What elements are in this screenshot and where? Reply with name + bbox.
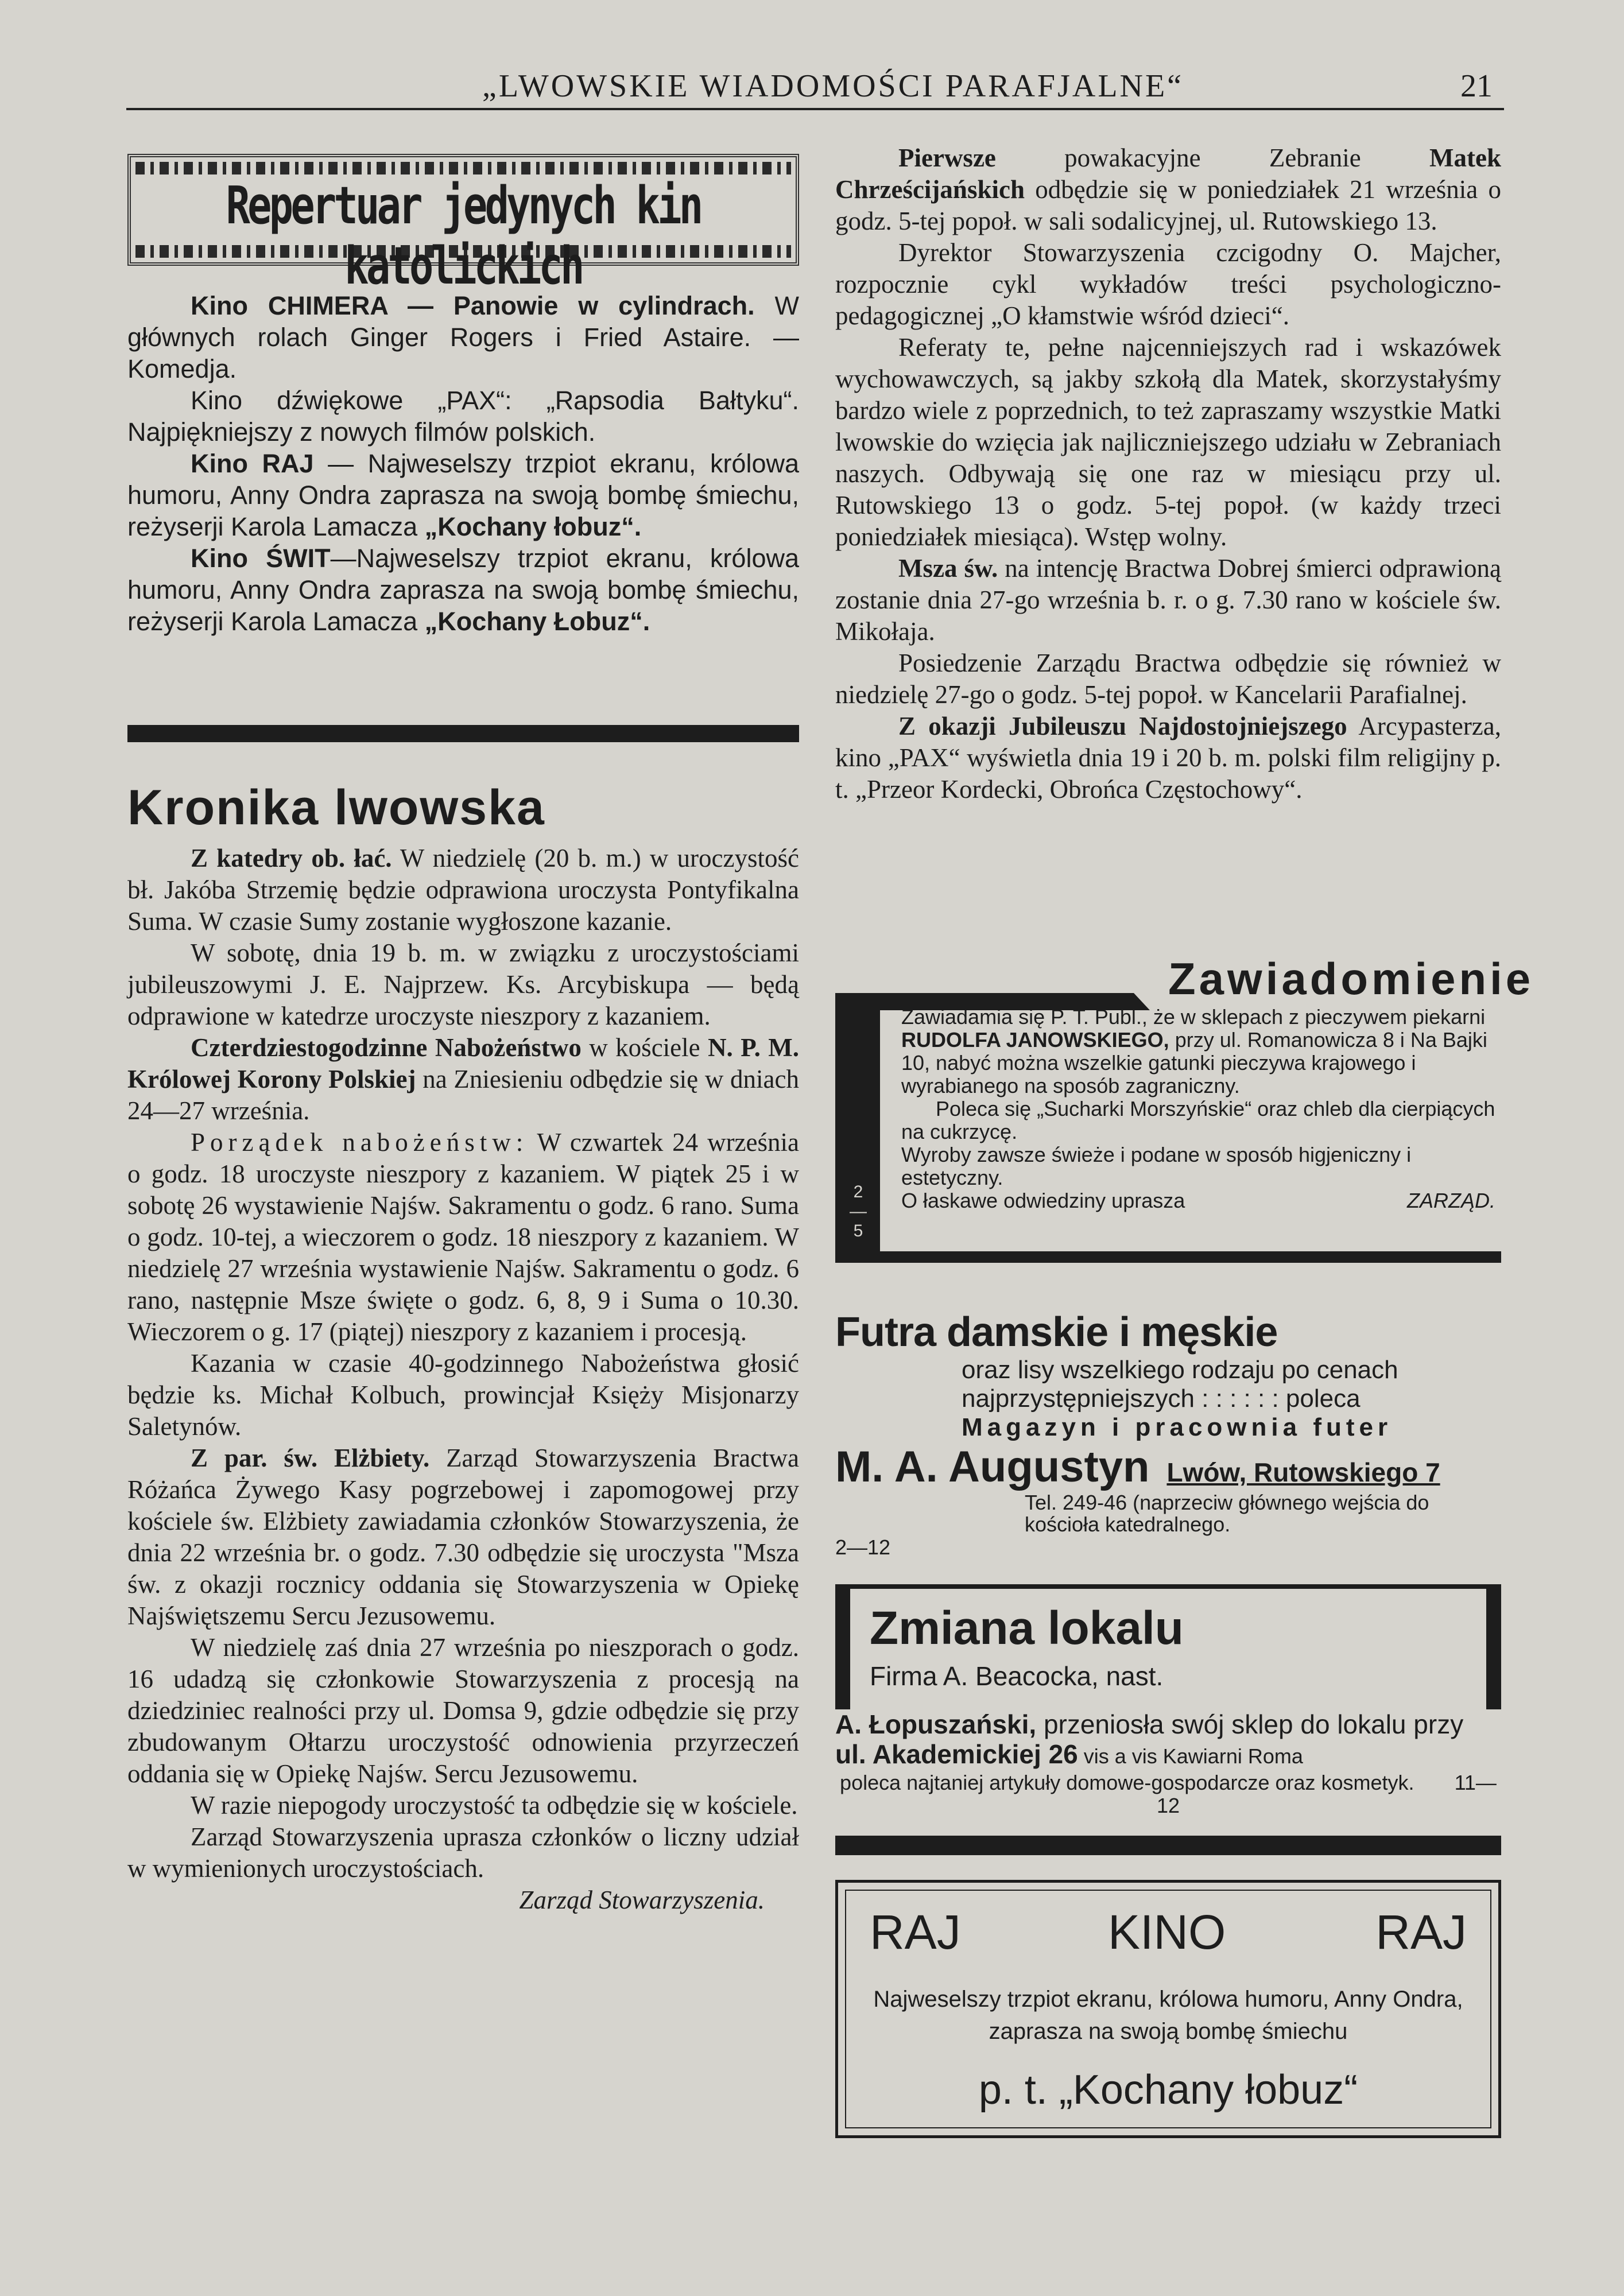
ad-divider xyxy=(835,1836,1501,1855)
article-cathedral xyxy=(127,843,799,937)
notice-text: powakacyjne Zebranie xyxy=(995,144,1430,172)
ad-code: 11—12 xyxy=(1156,1771,1497,1817)
notice-lead: Z okazji Jubileuszu Najdostojniejszego xyxy=(898,712,1347,740)
notice-lead: Matek Chrześcijańskich xyxy=(835,144,1501,204)
ad-signature: ZARZĄD. xyxy=(1406,1189,1495,1212)
article-lead: Czterdziestogodzinne Nabożeństwo xyxy=(191,1033,582,1062)
article-text: W niedzielę (20 b. m.) w uroczystość bł. Jakóba Strzemię będzie odprawiona uroczysta Pontyfikalna Suma. W czasie Sumy zostanie wygłoszone kazanie. xyxy=(127,844,799,936)
ad-line: Wyroby zawsze świeże i podane w sposób higjeniczny i estetyczny. xyxy=(901,1143,1412,1189)
cinema-name: Kino ŚWIT xyxy=(191,544,331,573)
notice-text: na intencję Bractwa Dobrej śmierci odprawioną zostanie dnia 27-go września b. r. o g. 7.30 rano w kościele św. Mikołaja. xyxy=(835,554,1501,646)
merchant-phone: Tel. 249-46 (naprzeciw głównego wejścia do kościoła katedralnego. xyxy=(1025,1491,1429,1536)
publication-title: „LWOWSKIE WIADOMOŚCI PARAFJALNE“ xyxy=(482,68,1184,104)
ad-line xyxy=(901,1006,1495,1097)
article-sermons: Kazania w czasie 40-godzinnego Nabożeństwa głosić będzie ks. Michał Kolbuch, prowincjał Księży Misjonarzy Saletynów. xyxy=(127,1349,799,1441)
ad-text: Zawiadamia się P. T. Publ., że w sklepach z pieczywem piekarni xyxy=(901,1005,1486,1029)
notice-lectures-detail: Referaty te, pełne najcenniejszych rad i wskazówek wychowawczych, są jakby szkołą dla Matek, skorzystałyśmy bardzo wiele z poprzednich, to też zapraszamy wszystkie Matki lwowskie do wzięcia jak najliczniejszego udziału w Zebraniach naszych. Odbywają się one raz w miesiącu przy ul. Rutowskiego 13 o godz. 5-tej popoł. (w każdy trzeci poniedziałek miesiąca). Wstęp wolny. xyxy=(835,333,1501,551)
bakery-name: RUDOLFA JANOWSKIEGO, xyxy=(901,1028,1169,1052)
chronicle-heading: Kronika lwowska xyxy=(127,780,545,835)
ad-raj-right: RAJ xyxy=(1375,1905,1467,1959)
ad-kino: KINO xyxy=(1108,1905,1226,1959)
article-text: W czwartek 24 września o godz. 18 uroczyste nieszpory z kazaniem. W piątek 25 i w sobotę 26 wystawienie Najśw. Sakramentu o godz. 6 rano. Suma o godz. 10-tej, a wieczorem o godz. 18 nieszpory z kazaniem. W niedzielę 27 września wystawienie Najśw. Sakramentu o godz. 6 rano, następnie Msze święte o godz. 6, 8, 9 i Suma o 10.30. Wieczorem o g. 17 (piątej) nieszpory z kazaniem i procesją. xyxy=(127,1128,799,1346)
article-lead: Z katedry ob. łać. xyxy=(191,844,392,872)
ad-text: przy ul. Romanowicza 8 i Na Bajki 10, nabyć można wszelkie gatunki pieczywa krajowego i wyrabianego na sposób zagraniczny. xyxy=(901,1028,1487,1097)
merchant-name: M. A. Augustyn xyxy=(835,1442,1150,1491)
cinema-pax: Kino dźwiękowe „PAX“: „Rapsodia Bałtyku“. Najpiękniejszy z nowych filmów polskich. xyxy=(127,386,799,447)
ad-subtitle: Magazyn i pracownia futer xyxy=(962,1413,1393,1441)
repertoire-title: Repertuar jedynych kin katolickich xyxy=(226,176,701,296)
cinema-desc: —Najweselszy trzpiot ekranu, królowa humoru, Anny Ondra zaprasza na swoją bombę śmiechu, reżyserji Karola Lamacza xyxy=(127,544,799,636)
ad-code: 2—5 xyxy=(850,1182,867,1240)
page-number: 21 xyxy=(1460,68,1493,104)
article-lead: Porządek nabożeństw: xyxy=(191,1128,529,1157)
church-name: N. P. M. Królowej Korony Polskiej xyxy=(127,1033,799,1093)
ad-body xyxy=(901,1006,1495,1212)
notice-text: Arcypasterza, kino „PAX“ wyświetla dnia 19 i 20 b. m. polski film religijny p. t. „Przeor Kordecki, Obrońca Częstochowy“. xyxy=(835,712,1502,804)
repertoire-banner xyxy=(127,154,799,296)
notice-lectures: Dyrektor Stowarzyszenia czcigodny O. Majcher, rozpocznie cykl wykładów treści psychologiczno-pedagogicznej „O kłamstwie wśród dzieci“. xyxy=(835,238,1501,330)
ad-frame-bottom xyxy=(835,1251,1501,1263)
article-vespers: W sobotę, dnia 19 b. m. w związku z uroczystościami jubileuszowymi J. E. Najprzew. Ks. Arcybiskupa — będą odprawione w katedrze uroczyste nieszpory z kazaniem. xyxy=(127,938,799,1030)
notice-mass xyxy=(835,553,1501,647)
ad-raj-left: RAJ xyxy=(870,1905,961,1959)
article-text: Zarząd Stowarzyszenia Bractwa Różańca Żywego Kasy pogrzebowej i zapomogowej przy kościele św. Elżbiety zawiadamia członków Stowarzyszenia, że dnia 22 września br. o godz. 7.30 odbędzie się uroczysta "Msza św. z okazji rocznicy oddania się Stowarzyszenia w Opiekę Najświętszemu Sercu Jezusowemu. xyxy=(127,1444,799,1630)
ad-cinema-raj xyxy=(835,1880,1501,2138)
repertoire-list xyxy=(127,290,799,637)
ad-frame-right xyxy=(1486,1589,1501,1709)
cinema-chimera xyxy=(127,290,799,385)
film-title: „Kochany łobuz“. xyxy=(424,512,642,541)
notice-lead: Pierwsze xyxy=(898,144,996,172)
right-notices xyxy=(835,142,1501,805)
cinema-desc: — Najweselszy trzpiot ekranu, królowa humoru, Anny Ondra zaprasza na swoją bombę śmiechu, reżyserji Karola Lamacza xyxy=(127,449,800,541)
film-title: p. t. „Kochany łobuz“ xyxy=(978,2067,1358,2113)
cinema-desc: W głównych rolach Ginger Rogers i Fried Astaire. — Komedja. xyxy=(127,291,799,383)
notice-board-meeting: Posiedzenie Zarządu Bractwa odbędzie się również w niedzielę 27-go o godz. 5-tej popoł. w Kancelarii Parafialnej. xyxy=(835,649,1501,709)
firm-name: Firma A. Beacocka, nast. xyxy=(870,1661,1164,1691)
cinema-swit xyxy=(127,542,799,637)
cinema-raj xyxy=(127,448,799,542)
ad-relocation-body xyxy=(835,1709,1501,1817)
notice-text: odbędzie się w poniedziałek 21 września o godz. 5-tej popoł. w sali sodalicyjnej, ul. Rutowskiego 13. xyxy=(835,175,1501,235)
ad-text xyxy=(835,1709,1501,1771)
article-signature: Zarząd Stowarzyszenia. xyxy=(519,1886,765,1914)
ad-text: oraz lisy wszelkiego rodzaju po cenach najprzystępniejszych : : : : : : poleca xyxy=(962,1356,1398,1413)
page-header xyxy=(126,62,1504,110)
article-order xyxy=(127,1127,799,1348)
ad-description: Najweselszy trzpiot ekranu, królowa humoru, Anny Ondra, zaprasza na swoją bombę śmiechu xyxy=(873,1987,1463,2044)
chronicle-body xyxy=(127,843,799,1916)
notice-mothers xyxy=(835,142,1501,237)
ad-relocation xyxy=(835,1589,1501,1727)
ad-text: O łaskawe odwiedziny uprasza xyxy=(901,1189,1185,1212)
ad-title: Zawiadomienie xyxy=(1168,953,1534,1004)
owner-name: A. Łopuszański, xyxy=(835,1709,1037,1739)
cinema-name: Kino RAJ xyxy=(191,449,314,478)
ad-code: 2—12 xyxy=(835,1535,891,1559)
article-forty-hours xyxy=(127,1032,799,1127)
ad-divider xyxy=(835,1584,1501,1589)
article-request: Zarząd Stowarzyszenia uprasza członków o liczny udział w wymienionych uroczystościach. xyxy=(127,1822,799,1883)
ad-bakery xyxy=(835,953,1534,1263)
ad-text: poleca najtaniej artykuły domowe-gospodarcze oraz kosmetyk. xyxy=(840,1771,1414,1794)
article-procession: W niedzielę zaś dnia 27 września po nieszporach o godz. 16 udadzą się członkowie Stowarzyszenia z procesją na dziedziniec realności przy ul. Domsa 9, gdzie odbędzie się przy zbudowanym Ołtarzu uroczystość odnowienia przyrzeczeń oddania się w Opiekę Najśw. Sercu Jezusowemu. xyxy=(127,1633,799,1788)
article-lead: Z par. św. Elżbiety. xyxy=(191,1444,430,1472)
ad-text xyxy=(835,1771,1501,1817)
shop-address: ul. Akademickiej 26 xyxy=(835,1739,1078,1769)
article-weather: W razie niepogody uroczystość ta odbędzie się w kościele. xyxy=(191,1791,798,1820)
ad-text: przeniosła swój sklep do lokalu przy xyxy=(1036,1709,1464,1739)
ad-frame-left xyxy=(835,1589,850,1709)
article-text: w kościele xyxy=(581,1033,708,1062)
merchant-address: Lwów, Rutowskiego 7 xyxy=(1166,1457,1440,1487)
ad-title: Zmiana lokalu xyxy=(870,1602,1184,1654)
article-elzbieta xyxy=(127,1442,799,1632)
film-title: „Kochany Łobuz“. xyxy=(424,607,650,636)
cinema-name: Kino CHIMERA — Panowie w cylindrach. xyxy=(191,291,755,320)
ad-line xyxy=(901,1189,1495,1212)
ad-line: Poleca się „Sucharki Morszyńskie“ oraz chleb dla cierpiących na cukrzycę. xyxy=(901,1097,1495,1143)
ad-title: Futra damskie i męskie xyxy=(835,1309,1278,1355)
notice-jubilee xyxy=(835,711,1501,805)
notice-lead: Msza św. xyxy=(898,554,998,583)
section-divider xyxy=(127,725,799,742)
ad-text: vis a vis Kawiarni Roma xyxy=(1078,1744,1303,1768)
ad-furs xyxy=(835,1309,1501,1560)
article-text: na Zniesieniu odbędzie się w dniach 24—27 września. xyxy=(127,1065,799,1125)
ad-merchant-line xyxy=(835,1442,1501,1492)
banner-ornament-top xyxy=(135,162,791,174)
